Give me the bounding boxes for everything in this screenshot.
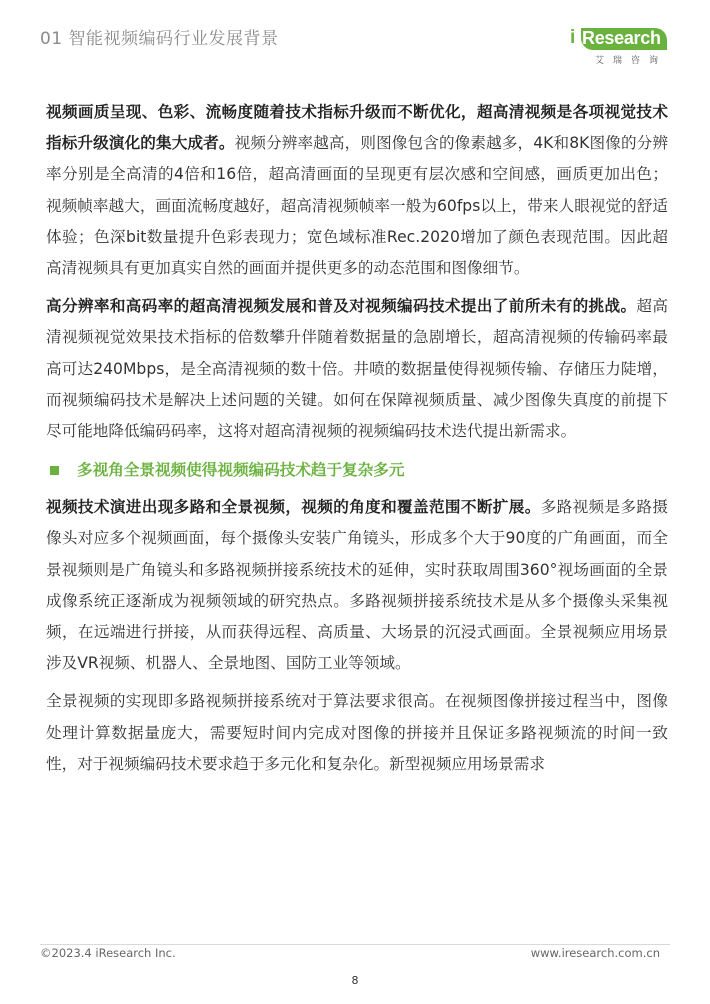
page-header-title: 01 智能视频编码行业发展背景 xyxy=(40,29,279,49)
footer-divider xyxy=(40,944,670,945)
paragraph-2 xyxy=(46,291,668,447)
paragraph-1-text: 视频分辨率越高，则图像包含的像素越多，4K和8K图像的分辨率分别是全高清的4倍和16倍，超高清画面的呈现更有层次感和空间感，画质更加出色；视频帧率越大，画面流畅度越好，超高清视频帧率一般为60fps以上，带来人眼视觉的舒适体验；色深bit数量提升色彩表现力；宽色域标准Rec.2020增加了颜色表现范围。因此超高清视频具有更加真实自然的画面并提供更多的动态范围和图像细节。 xyxy=(46,134,668,278)
paragraph-3 xyxy=(46,492,668,679)
section-heading-text: 多视角全景视频使得视频编码技术趋于复杂多元 xyxy=(77,461,405,480)
paragraph-2-lead: 高分辨率和高码率的超高清视频发展和普及对视频编码技术提出了前所未有的挑战。 xyxy=(46,297,637,316)
paragraph-1-lead: 视频画质呈现、色彩、流畅度随着技术指标升级而不断优化，超高清视频是各项视觉技术指标升级演化的集大成者。 xyxy=(46,103,668,153)
logo-wordmark: Research xyxy=(582,28,661,48)
paragraph-2-text: 超高清视频视觉效果技术指标的倍数攀升伴随着数据量的急剧增长，超高清视频的传输码率最高可达240Mbps，是全高清视频的数十倍。井喷的数据量使得视频传输、存储压力陡增，而视频编码技术是解决上述问题的关键。如何在保障视频质量、减少图像失真度的前提下尽可能地降低编码码率，这将对超高清视频的视频编码技术迭代提出新需求。 xyxy=(46,297,668,441)
footer-copyright: ©2023.4 iResearch Inc. xyxy=(40,946,176,960)
footer-url[interactable]: www.iresearch.com.cn xyxy=(530,946,660,960)
article-body xyxy=(46,97,668,787)
page-number: 8 xyxy=(351,974,359,987)
section-heading xyxy=(46,455,668,486)
square-bullet-icon xyxy=(50,466,59,475)
iresearch-logo xyxy=(569,26,673,70)
paragraph-1 xyxy=(46,97,668,284)
logo-i: i xyxy=(570,27,576,48)
paragraph-4 xyxy=(46,686,668,780)
logo-subtitle: 艾瑞咨询 xyxy=(595,56,668,66)
paragraph-4-text: 全景视频的实现即多路视频拼接系统对于算法要求很高。在视频图像拼接过程当中，图像处理计算数据量庞大，需要短时间内完成对图像的拼接并且保证多路视频流的时间一致性，对于视频编码技术要求趋于多元化和复杂化。新型视频应用场景需求 xyxy=(46,692,668,773)
paragraph-3-text: 多路视频是多路摄像头对应多个视频画面，每个摄像头安装广角镜头，形成多个大于90度的广角画面，而全景视频则是广角镜头和多路视频拼接系统技术的延伸，实时获取周围360°视场画面的全景成像系统正逐渐成为视频领域的研究热点。多路视频拼接系统技术是从多个摄像头采集视频，在远端进行拼接，从而获得远程、高质量、大场景的沉浸式画面。全景视频应用场景涉及VR视频、机器人、全景地图、国防工业等领域。 xyxy=(46,498,668,673)
paragraph-3-lead: 视频技术演进出现多路和全景视频，视频的角度和覆盖范围不断扩展。 xyxy=(46,498,541,517)
